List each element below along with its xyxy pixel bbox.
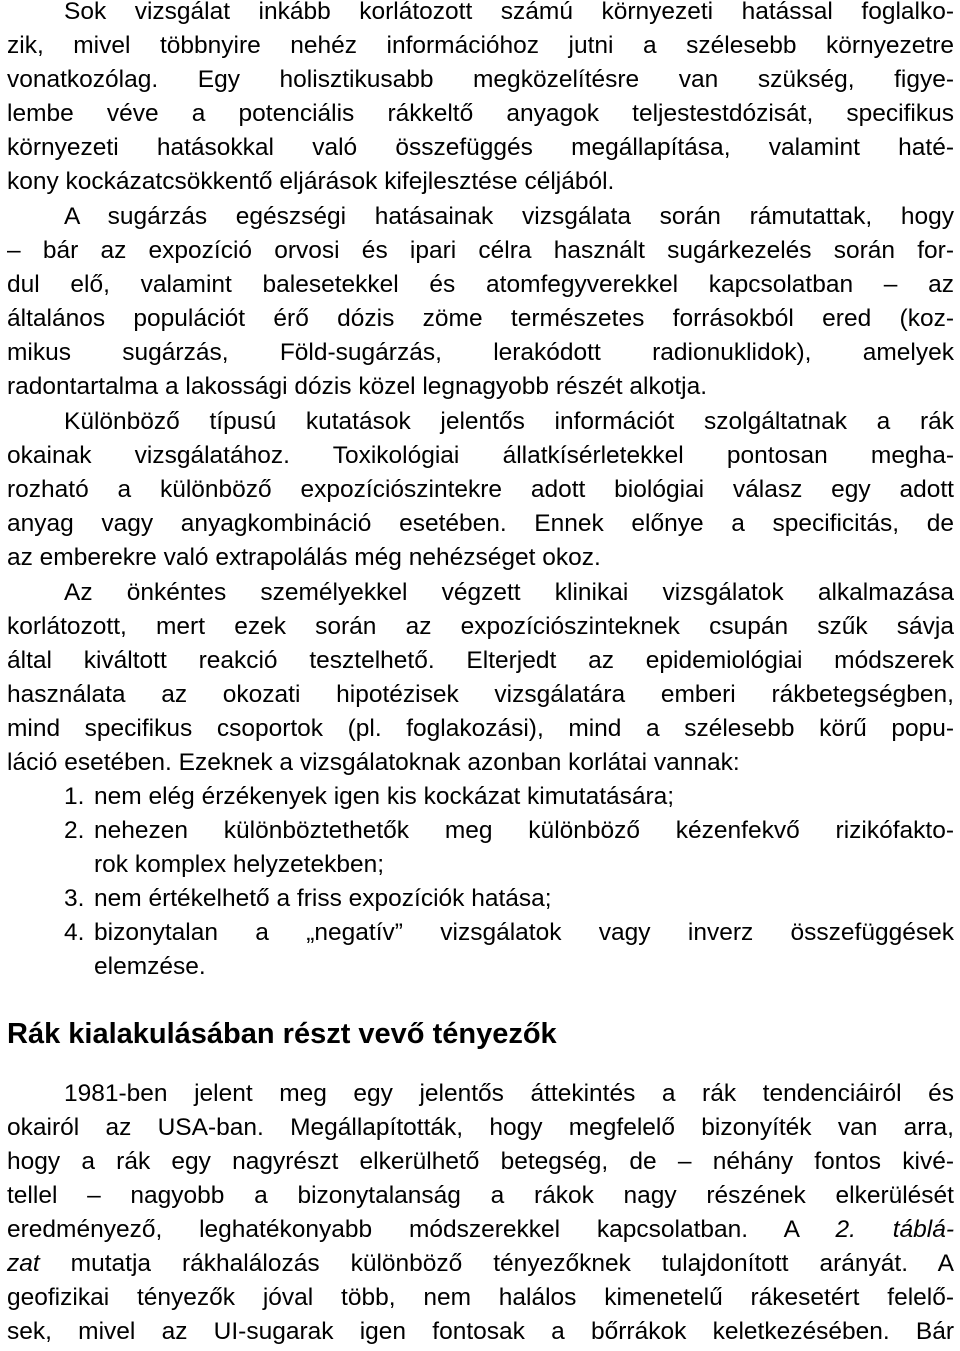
paragraph-1-line-3: vonatkozólag. Egy holisztikusabb megközelítésre van szükség, figye- [7, 66, 954, 93]
list-item-3-line-1: nem értékelhető a friss expozíciók hatása; [94, 885, 552, 912]
list-item-2-line-2: rok komplex helyzetekben; [94, 851, 385, 878]
paragraph-4-line-3: által kiváltott reakció tesztelhető. Elterjedt az epidemiológiai módszerek [7, 647, 954, 674]
paragraph-4-line-2: korlátozott, mert ezek során az expozíciószinteknek csupán szűk sávja [7, 613, 954, 640]
paragraph-5-line-1: 1981-ben jelent meg egy jelentős áttekintés a rák tendenciáiról és [64, 1080, 954, 1107]
paragraph-2-line-5: mikus sugárzás, Föld-sugárzás, lerakódott radionuklidok), amelyek [7, 339, 954, 366]
paragraph-3-line-5: az emberekre való extrapolálás még nehézséget okoz. [7, 544, 601, 571]
list-item-4-line-2: elemzése. [94, 953, 206, 980]
paragraph-4-line-4: használata az okozati hipotézisek vizsgálatára emberi rákbetegségben, [7, 681, 954, 708]
paragraph-3-line-4: anyag vagy anyagkombináció esetében. Ennek előnye a specificitás, de [7, 510, 954, 537]
list-item-1-line-1: nem elég érzékenyek igen kis kockázat kimutatására; [94, 783, 675, 810]
list-number-4: 4. [64, 919, 85, 946]
paragraph-3-line-1: Különböző típusú kutatások jelentős információt szolgáltatnak a rák [64, 408, 954, 435]
paragraph-4-line-1: Az önkéntes személyekkel végzett klinikai vizsgálatok alkalmazása [64, 579, 954, 606]
paragraph-1-line-4: lembe véve a potenciális rákkeltő anyagok teljestestdózisát, specifikus [7, 100, 954, 127]
paragraph-1-line-5: környezeti hatásokkal való összefüggés megállapítása, valamint haté- [7, 134, 954, 161]
paragraph-5-line-3: hogy a rák egy nagyrészt elkerülhető betegség, de – néhány fontos kivé- [7, 1148, 954, 1175]
list-item-2-line-1: nehezen különböztethetők meg különböző kézenfekvő rizikófakto- [94, 817, 954, 844]
paragraph-1-line-6: kony kockázatcsökkentő eljárások kifejlesztése céljából. [7, 168, 615, 195]
paragraph-4-line-6: láció esetében. Ezeknek a vizsgálatoknak azonban korlátai vannak: [7, 749, 740, 776]
paragraph-2-line-2: – bár az expozíció orvosi és ipari célra használt sugárkezelés során for- [7, 237, 954, 264]
list-item-4-line-1: bizonytalan a „negatív” vizsgálatok vagy inverz összefüggések [94, 919, 954, 946]
paragraph-5-line-6 [7, 1247, 954, 1281]
paragraph-5-line-5 [7, 1213, 954, 1247]
paragraph-2-line-4: általános populációt érő dózis zöme természetes forrásokból ered (koz- [7, 305, 954, 332]
paragraph-2-line-6: radontartalma a lakossági dózis közel legnagyobb részét alkotja. [7, 373, 708, 400]
paragraph-2-line-1: A sugárzás egészségi hatásainak vizsgálata során rámutattak, hogy [64, 203, 954, 230]
list-number-1: 1. [64, 783, 85, 810]
paragraph-1-line-2: zik, mivel többnyire nehéz információhoz jutni a szélesebb környezetre [7, 32, 954, 59]
paragraph-3-line-3: rozható a különböző expozíciószintekre adott biológiai válasz egy adott [7, 476, 954, 503]
list-number-3: 3. [64, 885, 85, 912]
paragraph-3-line-2: okainak vizsgálatához. Toxikológiai állatkísérletekkel pontosan megha- [7, 442, 954, 469]
paragraph-5-line-6-text: mutatja rákhalálozás különböző tényezőknek tulajdonított arányát. A [39, 1250, 954, 1277]
paragraph-5-line-2: okairól az USA-ban. Megállapították, hogy megfelelő bizonyíték van arra, [7, 1114, 954, 1141]
paragraph-5-line-4: tellel – nagyobb a bizonytalanság a rákok nagy részének elkerülését [7, 1182, 954, 1209]
paragraph-2-line-3: dul elő, valamint balesetekkel és atomfegyverekkel kapcsolatban – az [7, 271, 954, 298]
paragraph-5-line-8: sek, mivel az UI-sugarak igen fontosak a bőrrákok keletkezésében. Bár [7, 1318, 954, 1345]
paragraph-4-line-5: mind specifikus csoportok (pl. foglakozási), mind a szélesebb körű popu- [7, 715, 954, 742]
paragraph-1-line-1: Sok vizsgálat inkább korlátozott számú környezeti hatással foglalko- [64, 0, 954, 25]
list-number-2: 2. [64, 817, 85, 844]
paragraph-5-line-7: geofizikai tényezők jóval több, nem halálos kimenetelű rákesetért felelő- [7, 1284, 954, 1311]
section-heading: Rák kialakulásában részt vevő tényezők [7, 1018, 557, 1050]
paragraph-5-line-5-text: eredményező, leghatékonyabb módszerekkel kapcsolatban. A [7, 1216, 836, 1243]
table-reference-italic-cont: zat [7, 1250, 40, 1277]
table-reference-italic: 2. táblá- [835, 1216, 954, 1243]
